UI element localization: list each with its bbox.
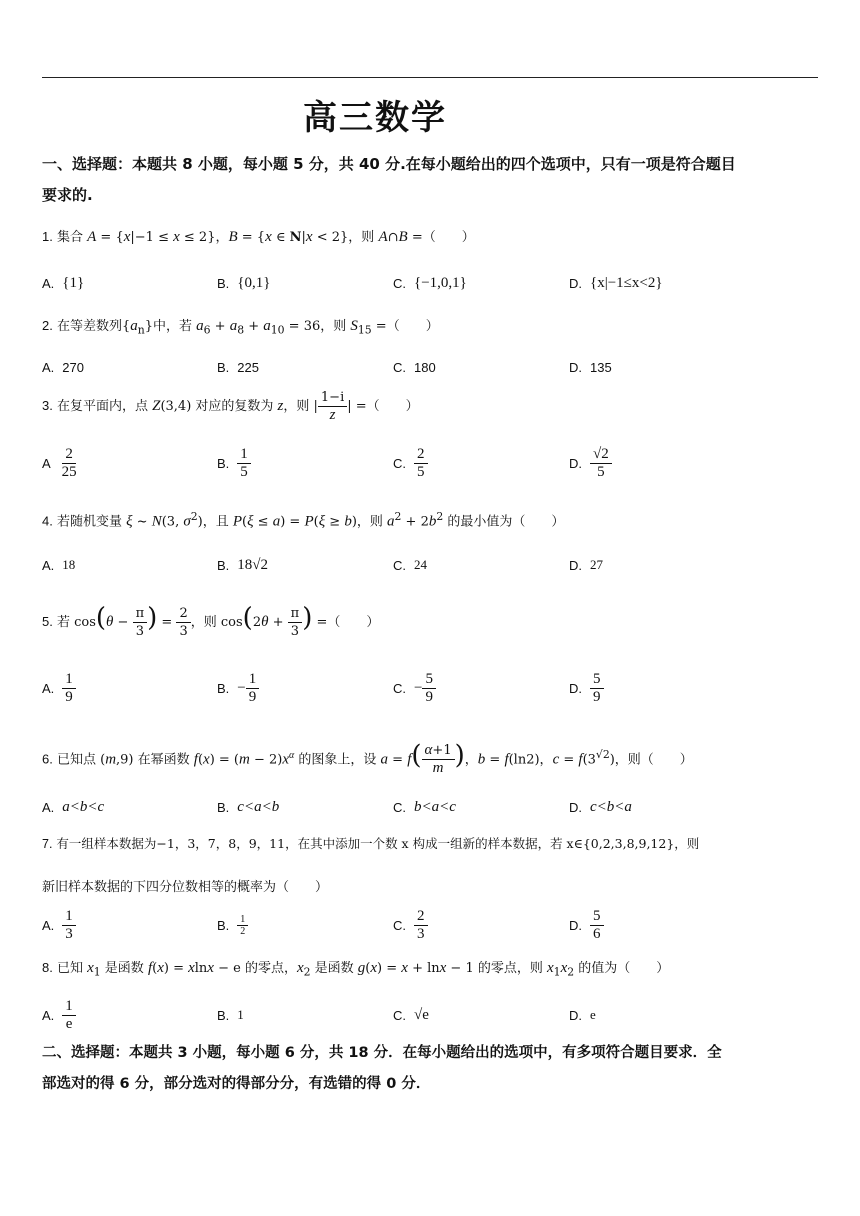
question-8: 8. 已知 $x_1$ 是函数 f(x) = xlnx − e 的零点，$x_2$ 是函数 g(x) = x + lnx − 1 的零点，则 $x_1x_2$ 的值为（ ） [42, 960, 670, 979]
q3-option-c[interactable]: C. $\frac{2}{5}$ [393, 440, 428, 486]
q5-options [42, 665, 822, 711]
q3-option-b[interactable]: B. $\frac{1}{5}$ [217, 440, 251, 486]
q3-options [42, 440, 822, 486]
q4-options [42, 545, 822, 585]
q7-option-a[interactable]: A. $\frac{1}{3}$ [42, 903, 76, 947]
q7-option-d[interactable]: D. $\frac{5}{6}$ [569, 903, 604, 947]
q5-option-d[interactable]: D. $\frac{5}{9}$ [569, 665, 604, 711]
q6-option-a[interactable]: A. a<b<c [42, 798, 105, 815]
question-1: 1. 集合 A = {x|−1 ≤ x ≤ 2}，B = {x ∈ N|x < 2}，则 A∩B =（ ） [42, 229, 475, 245]
q6-option-d[interactable]: D. c<b<a [569, 798, 632, 815]
q5-option-c[interactable]: C. − $\frac{5}{9}$ [393, 665, 436, 711]
q4-option-c[interactable]: C. 24 [393, 557, 427, 573]
q1-option-b[interactable]: B. {0,1} [217, 274, 271, 291]
q1-option-d[interactable]: D. {x|−1≤x<2} [569, 274, 663, 291]
q7-option-b[interactable]: B. $\frac{1}{2}$ [217, 903, 248, 947]
q8-options [42, 994, 822, 1036]
question-7: 7. 有一组样本数据为−1，3，7，8，9，11，在其中添加一个数 x 构成一组新的样本数据，若 x∈{0,2,3,8,9,12}，则 [42, 836, 700, 851]
section2-line1: 二、选择题：本题共 3 小题，每小题 6 分，共 18 分．在每小题给出的选项中，有多项符合题目要求．全 [42, 1045, 722, 1061]
q8-option-b[interactable]: B. 1 [217, 1007, 244, 1023]
q7-options [42, 903, 822, 947]
q2-option-c[interactable]: C. 180 [393, 359, 436, 375]
page-title: 高三数学 [303, 98, 447, 138]
q5-option-b[interactable]: B. − $\frac{1}{9}$ [217, 665, 259, 711]
q2-option-d[interactable]: D. 135 [569, 359, 612, 375]
question-7-line2: 新旧样本数据的下四分位数相等的概率为（ ） [42, 880, 329, 895]
q6-options [42, 787, 822, 827]
q2-option-b[interactable]: B. 225 [217, 359, 259, 375]
q8-option-d[interactable]: D. e [569, 1007, 596, 1023]
q4-option-d[interactable]: D. 27 [569, 557, 603, 573]
q1-option-c[interactable]: C. {−1,0,1} [393, 274, 467, 291]
question-4: 4. 若随机变量 ξ ~ N(3, $\sigma^2$)，且 P(ξ ≤ a) = P(ξ ≥ b)，则 $a^2 + 2b^2$ 的最小值为（ ） [42, 510, 565, 530]
q8-option-c[interactable]: C. √e [393, 1006, 429, 1023]
q4-option-b[interactable]: B. 18√2 [217, 556, 269, 573]
q6-option-b[interactable]: B. c<a<b [217, 798, 280, 815]
q2-option-a[interactable]: A. 270 [42, 359, 84, 375]
q8-option-a[interactable]: A. $\frac{1}{e}$ [42, 994, 76, 1036]
section1-heading [42, 149, 822, 211]
question-2: 2. 在等差数列$\{a_n\}$中，若 $a_6 + a_8 + a_{10} = 36$，则 $S_{15}$ =（ ） [42, 318, 439, 337]
q1-options [42, 263, 822, 303]
q3-option-a[interactable]: A $\frac{2}{25}$ [42, 445, 77, 480]
question-3: 3. 在复平面内，点 Z(3,4) 对应的复数为 z，则 | $\frac{1-i}{z}$ | =（ ） [42, 390, 419, 423]
q7-option-c[interactable]: C. $\frac{2}{3}$ [393, 903, 428, 947]
q3-option-d[interactable]: D. $\frac{√2}{5}$ [569, 440, 612, 486]
question-6: 6. 已知点 (m,9) 在幂函数 $f(x) = (m - 2)x^\alpha$ 的图象上，设 a = f( $\frac{\alpha+1}{m}$ )，b = f(ln2)，$c = f(3^{√2})$，则（ ） [42, 740, 693, 777]
q5-option-a[interactable]: A. $\frac{1}{9}$ [42, 665, 76, 711]
section1-line1: 一、选择题：本题共 8 小题，每小题 5 分，共 40 分.在每小题给出的四个选项中，只有一项是符合题目 [42, 155, 736, 173]
section1-line2: 要求的. [42, 186, 93, 204]
section2-line2: 部选对的得 6 分，部分选对的得部分分，有选错的得 0 分． [42, 1076, 431, 1092]
q6-option-c[interactable]: C. b<a<c [393, 798, 456, 815]
question-5: 5. 若 cos(θ − $\frac{\pi}{3}$ ) = $\frac{2}{3}$ ，则 cos(2θ + $\frac{\pi}{3}$ ) =（ ） [42, 603, 380, 639]
q2-options [42, 347, 822, 387]
q1-option-a[interactable]: A. {1} [42, 274, 85, 291]
q4-option-a[interactable]: A. 18 [42, 557, 76, 573]
top-rule [42, 77, 818, 78]
section2-heading [42, 1038, 822, 1100]
